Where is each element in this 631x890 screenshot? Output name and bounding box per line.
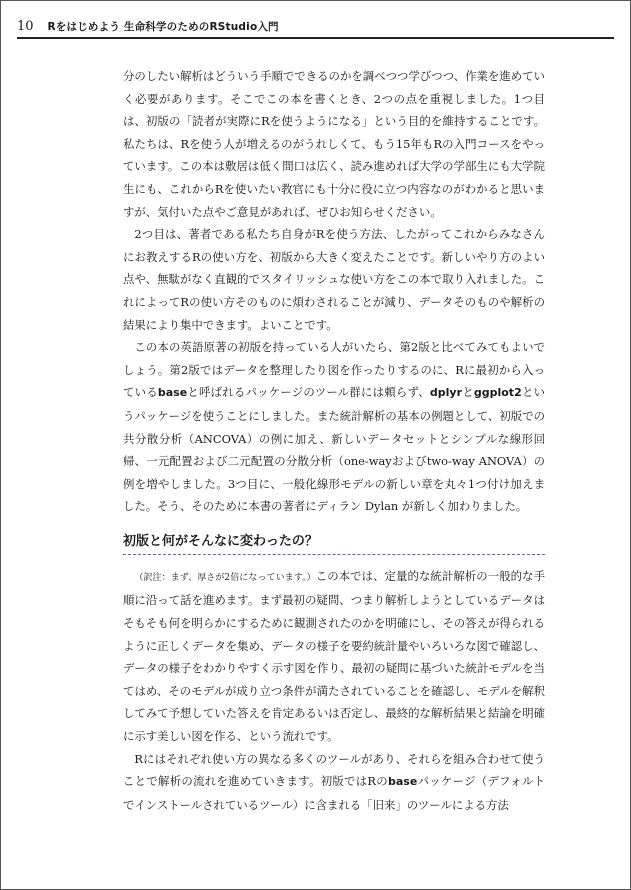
paragraph-3-text-c: と xyxy=(462,385,474,400)
running-header xyxy=(17,15,614,39)
paragraph-3-text-a: この本の英語原著の初版を持っている人がいたら、第2版と比べてみてもよいでしょう。第2版ではデータを整理したり図を作ったりするのに、Rに最初から入っている xyxy=(123,340,545,400)
paragraph-3 xyxy=(123,336,545,518)
package-name-base: base xyxy=(157,386,188,400)
package-name-dplyr: dplyr xyxy=(429,386,462,400)
package-name-base-2: base xyxy=(387,775,418,789)
book-title: Rをはじめよう 生命科学のためのRStudio入門 xyxy=(47,20,279,33)
paragraph-1: 分のしたい解析はどういう手順でできるのかを調べつつ学びつつ、作業を進めていく必要があります。そこでこの本を書くとき、2つの点を重視しました。1つ目は、初版の「読者が実際にRを使うようになる」という目的を維持することです。私たちは、Rを使う人が増えるのがうれしくて、もう15年もRの入門コースをやっています。この本は敷居は低く間口は広く、読み進めれば大学の学部生にも大学院生にも、これからRを使いたい教官にも十分に役に立つ内容なのがわかると思いますが、気付いた点やご意見があれば、ぜひお知らせください。 xyxy=(123,69,545,219)
body-text xyxy=(123,65,545,816)
translator-note: （訳注：まず、厚さが2倍になっています。） xyxy=(134,572,316,583)
paragraph-4 xyxy=(123,565,545,748)
paragraph-2: 2つ目は、著者である私たち自身がRを使う方法、したがってこれからみなさんにお教えするRの使い方を、初版から大きく変えたことです。新しいやり方のよい点や、無駄がなく直観的でスタイリッシュな使い方をこの本で取り入れました。これによってRの使い方そのものに煩わされることが減り、データそのものや解析の結果により集中できます。よいことです。 xyxy=(123,227,545,332)
package-name-ggplot2: ggplot2 xyxy=(473,386,522,400)
page-number: 10 xyxy=(17,18,34,34)
paragraph-5 xyxy=(123,748,545,817)
paragraph-5-text-a: Rにはそれぞれ使い方の異なる多くのツールがあり、それらを組み合わせて使うことで解析の流れを進めていきます。初版ではRの xyxy=(123,751,545,789)
section-heading: 初版と何がそんなに変わったの？ xyxy=(123,532,545,555)
paragraph-3-text-d: というパッケージを使うことにしました。また統計解析の基本の例題として、初版での共分散分析（ANCOVA）の例に加え、新しいデータセットとシンプルな線形回帰、一元配置および二元配置の分散分析（one-wayおよびtwo-way ANOVA）の例を増やしました。3つ目に、一般化線形モデルの新しい章を丸々1つ付け加えました。そう、そのために本書の著者にディラン Dylan が新しく加わりました。 xyxy=(123,385,545,514)
paragraph-3-text-b: と呼ばれるパッケージのツール群には頼らず、 xyxy=(187,385,430,400)
paragraph-4-text: この本では、定量的な統計解析の一般的な手順に沿って話を進めます。まず最初の疑問、つまり解析しようとしているデータはそもそも何を明らかにするために観測されたのかを明確にし、その答えが得られるように正しくデータを集め、データの様子を要約統計量やいろいろな図で確認し、データの様子をわかりやすく示す図を作り、最初の疑問に基づいた統計モデルを当てはめ、そのモデルが成り立つ条件が満たされていることを確認し、モデルを解釈してみて予想していた答えを肯定あるいは否定し、最終的な解析結果と結論を明確に示す美しい図を作る、という流れです。 xyxy=(123,568,545,744)
paragraph-5-text-b: パッケージ（デフォルトでインストールされているツール）に含まれる「旧来」のツールによる方法 xyxy=(123,774,546,812)
